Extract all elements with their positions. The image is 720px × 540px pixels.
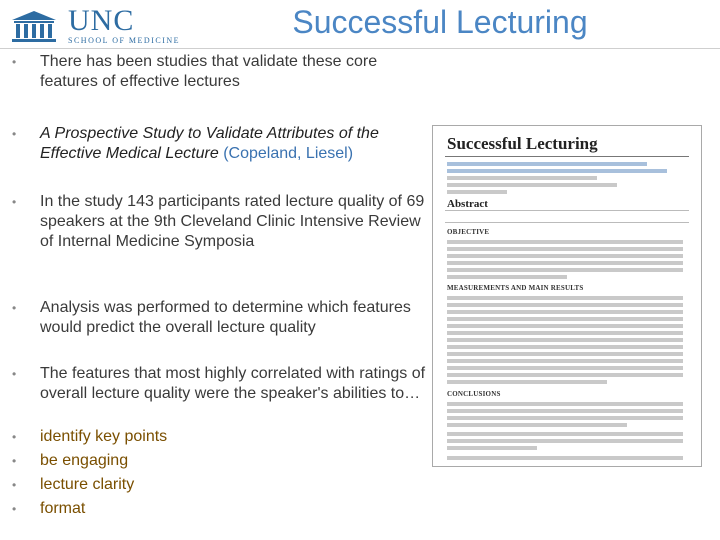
study-title: A Prospective Study to Validate Attributes of the Effective Medical Lecture: [40, 125, 379, 162]
slide-title: Successful Lecturing: [292, 4, 588, 40]
bullet-marker: •: [12, 195, 17, 209]
slide-header: [0, 0, 720, 48]
article-text-line: [447, 310, 683, 314]
article-text-line: [447, 275, 567, 279]
bullet-marker: •: [12, 55, 17, 69]
bullet-text: The features that most highly correlated with ratings of overall lecture quality were the speaker's abilities to…: [40, 365, 426, 402]
article-text-line: [447, 324, 683, 328]
article-text-line: [447, 345, 683, 349]
article-section-heading: OBJECTIVE: [447, 228, 490, 236]
article-text-line: [447, 423, 627, 427]
article-text-line: [447, 352, 683, 356]
article-text-line: [447, 409, 683, 413]
article-text-line: [447, 402, 683, 406]
logo-subtext: SCHOOL OF MEDICINE: [68, 36, 181, 45]
article-abstract-heading: Abstract: [447, 198, 488, 210]
bullet-text: format: [40, 500, 86, 517]
article-text-line: [447, 366, 683, 370]
article-divider: [445, 210, 689, 211]
article-text-line: [447, 456, 683, 460]
article-title: Successful Lecturing: [447, 134, 598, 153]
article-text-line: [447, 432, 683, 436]
article-text-line: [447, 240, 683, 244]
article-section-heading: MEASUREMENTS AND MAIN RESULTS: [447, 284, 584, 292]
article-section-heading: CONCLUSIONS: [447, 390, 501, 398]
logo-text: UNC: [68, 4, 135, 37]
article-text-line: [447, 162, 647, 166]
article-text-line: [447, 380, 607, 384]
bullet-marker: •: [12, 367, 17, 381]
bullet-marker: •: [12, 454, 17, 468]
article-text-line: [447, 176, 597, 180]
bullet-text: be engaging: [40, 452, 129, 469]
bullet-marker: •: [12, 502, 17, 516]
article-text-line: [447, 247, 683, 251]
article-text-line: [447, 359, 683, 363]
unc-logo: [6, 4, 181, 45]
bullet-text: There has been studies that validate these core features of effective lectures: [40, 53, 378, 90]
study-reference: (Copeland, Liesel): [218, 145, 354, 162]
bullet-text: Analysis was performed to determine which features would predict the overall lecture quality: [40, 299, 411, 336]
article-text-line: [447, 416, 683, 420]
article-text-line: [447, 261, 683, 265]
article-text-line: [447, 296, 683, 300]
article-text-line: [447, 338, 683, 342]
article-text-line: [447, 303, 683, 307]
article-title-rule: [445, 156, 689, 157]
bullet-marker: •: [12, 127, 17, 141]
bullet-marker: •: [12, 430, 17, 444]
article-text-line: [447, 268, 683, 272]
building-icon: [6, 8, 62, 44]
article-text-line: [447, 169, 667, 173]
article-divider: [445, 222, 689, 223]
article-text-line: [447, 317, 683, 321]
bullet-text: lecture clarity: [40, 476, 135, 493]
bullet-text: identify key points: [40, 428, 168, 445]
article-text-line: [447, 446, 537, 450]
bullet-text: [40, 124, 430, 164]
article-text-line: [447, 373, 683, 377]
bullet-text: In the study 143 participants rated lecture quality of 69 speakers at the 9th Cleveland Clinic Intensive Review of Internal Medicine Symposia: [40, 193, 425, 250]
article-text-line: [447, 254, 683, 258]
article-text-line: [447, 183, 617, 187]
article-text-line: [447, 190, 507, 194]
header-divider: [0, 48, 720, 49]
bullet-marker: •: [12, 301, 17, 315]
article-text-line: [447, 439, 683, 443]
bullet-marker: •: [12, 478, 17, 492]
article-text-line: [447, 331, 683, 335]
article-screenshot: [432, 125, 702, 467]
